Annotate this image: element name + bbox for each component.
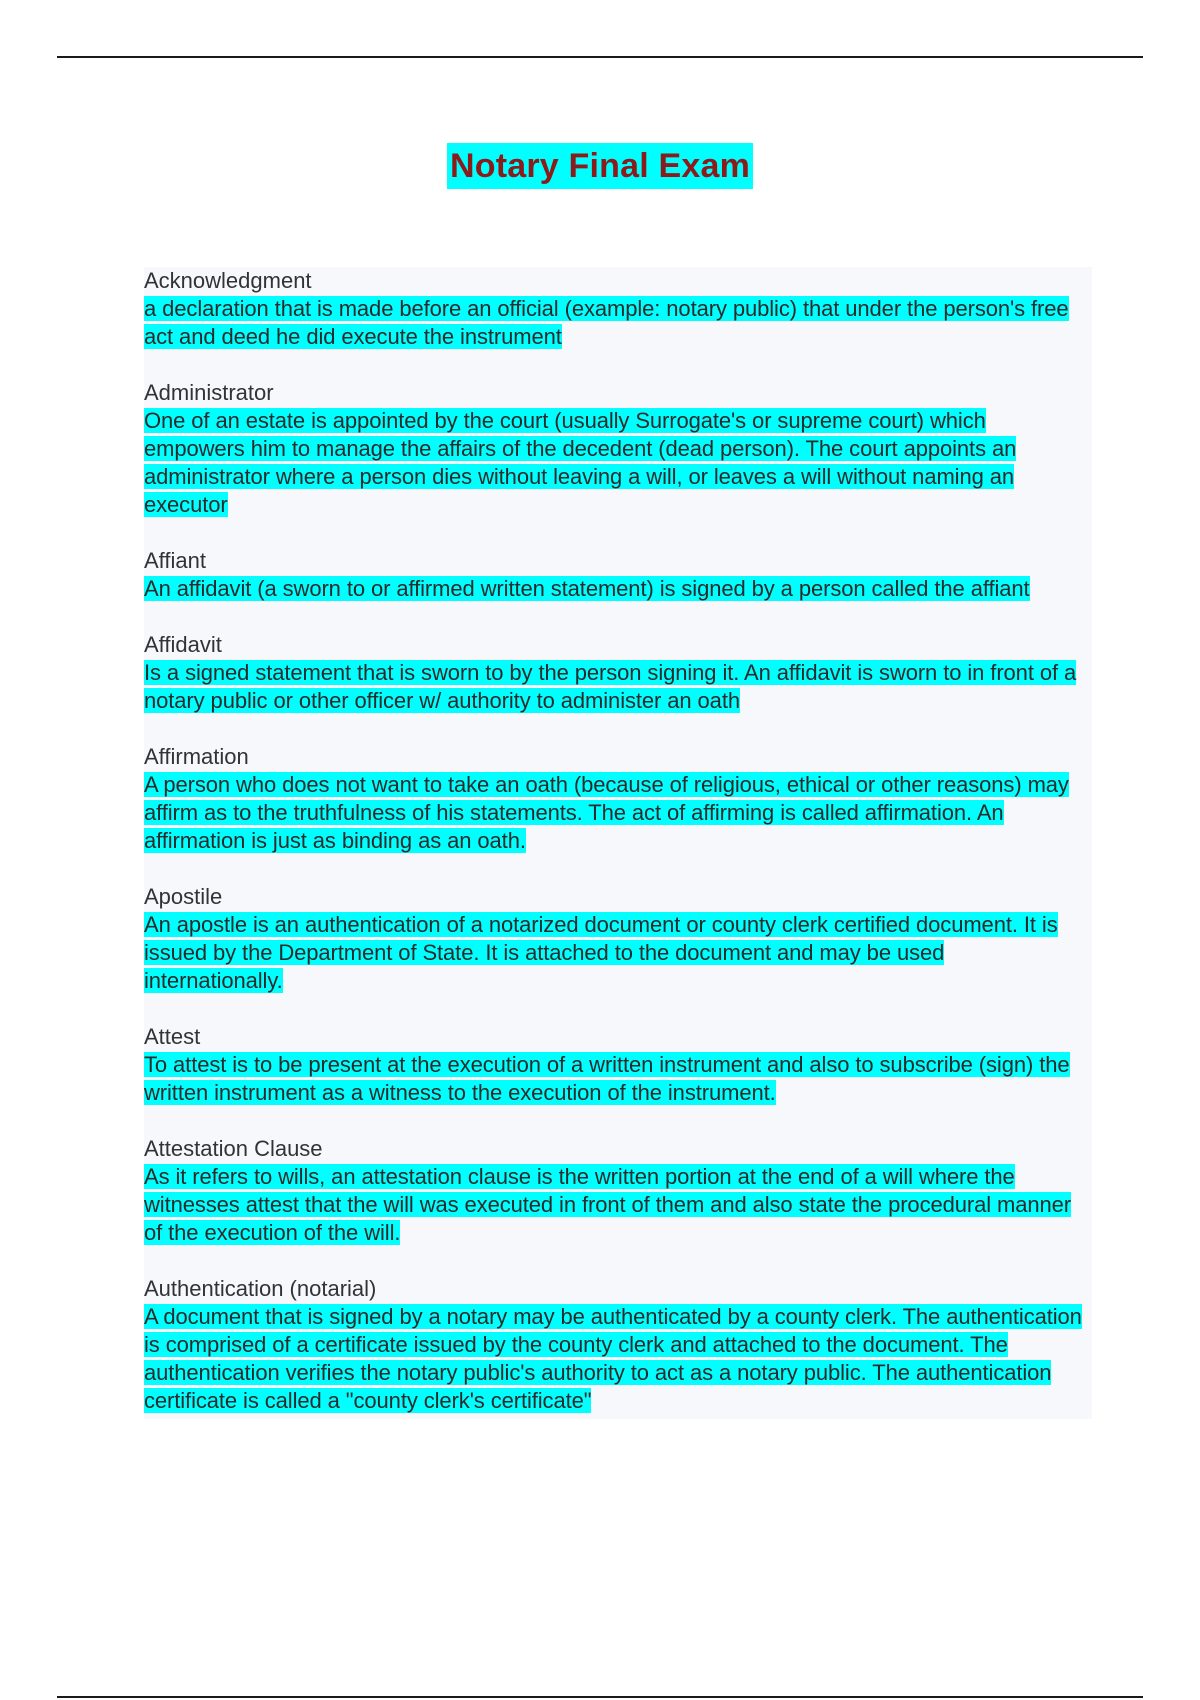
highlighted-text: An apostle is an authentication of a notarized document or county clerk certified document. It is issued by the Department of State. It is attached to the document and may be used internationally.: [144, 912, 1058, 993]
glossary-term: Acknowledgment: [144, 268, 312, 293]
glossary-term: Authentication (notarial): [144, 1276, 377, 1301]
glossary-term: Affiant: [144, 548, 206, 573]
highlighted-text: Is a signed statement that is sworn to by the person signing it. An affidavit is sworn to in front of a notary public or other officer w/ authority to administer an oath: [144, 660, 1077, 713]
glossary-definition: [144, 1163, 1082, 1247]
glossary-list: [144, 267, 1092, 1419]
highlighted-text: An affidavit (a sworn to or affirmed written statement) is signed by a person called the affiant: [144, 576, 1030, 601]
glossary-entry: [144, 379, 1092, 519]
highlighted-text: As it refers to wills, an attestation clause is the written portion at the end of a will where the witnesses attest that the will was executed in front of them and also state the procedural manner of the execution of the will.: [144, 1164, 1072, 1245]
highlighted-text: A document that is signed by a notary may be authenticated by a county clerk. The authentication is comprised of a certificate issued by the county clerk and attached to the document. The authentication verifies the notary public's authority to act as a notary public. The authentication certificate is called a "county clerk's certificate": [144, 1304, 1082, 1413]
glossary-term: Affirmation: [144, 744, 249, 769]
glossary-definition: [144, 575, 1082, 603]
page-title: Notary Final Exam: [447, 143, 753, 189]
glossary-entry: [144, 1023, 1092, 1107]
glossary-entry: [144, 883, 1092, 995]
glossary-entry: [144, 1275, 1092, 1415]
glossary-term: Apostile: [144, 884, 223, 909]
glossary-entry: [144, 743, 1092, 855]
header-rule: [57, 56, 1143, 58]
glossary-term: Attestation Clause: [144, 1136, 323, 1161]
glossary-definition: [144, 295, 1082, 351]
glossary-definition: [144, 1051, 1082, 1107]
glossary-term: Affidavit: [144, 632, 222, 657]
glossary-term: Administrator: [144, 380, 274, 405]
glossary-definition: [144, 771, 1082, 855]
glossary-definition: [144, 659, 1082, 715]
glossary-entry: [144, 1135, 1092, 1247]
glossary-definition: [144, 407, 1082, 519]
highlighted-text: a declaration that is made before an official (example: notary public) that under the person's free act and deed he did execute the instrument: [144, 296, 1069, 349]
glossary-entry: [144, 631, 1092, 715]
footer-rule: [57, 1696, 1143, 1698]
highlighted-text: One of an estate is appointed by the court (usually Surrogate's or supreme court) which empowers him to manage the affairs of the decedent (dead person). The court appoints an administrator where a person dies without leaving a will, or leaves a will without naming an executor: [144, 408, 1017, 517]
highlighted-text: To attest is to be present at the execution of a written instrument and also to subscribe (sign) the written instrument as a witness to the execution of the instrument.: [144, 1052, 1070, 1105]
glossary-definition: [144, 1303, 1082, 1415]
title-block: [0, 143, 1200, 189]
glossary-term: Attest: [144, 1024, 201, 1049]
glossary-entry: [144, 547, 1092, 603]
highlighted-text: A person who does not want to take an oath (because of religious, ethical or other reasons) may affirm as to the truthfulness of his statements. The act of affirming is called affirmation. An affirmation is just as binding as an oath.: [144, 772, 1069, 853]
glossary-definition: [144, 911, 1082, 995]
glossary-entry: [144, 267, 1092, 351]
